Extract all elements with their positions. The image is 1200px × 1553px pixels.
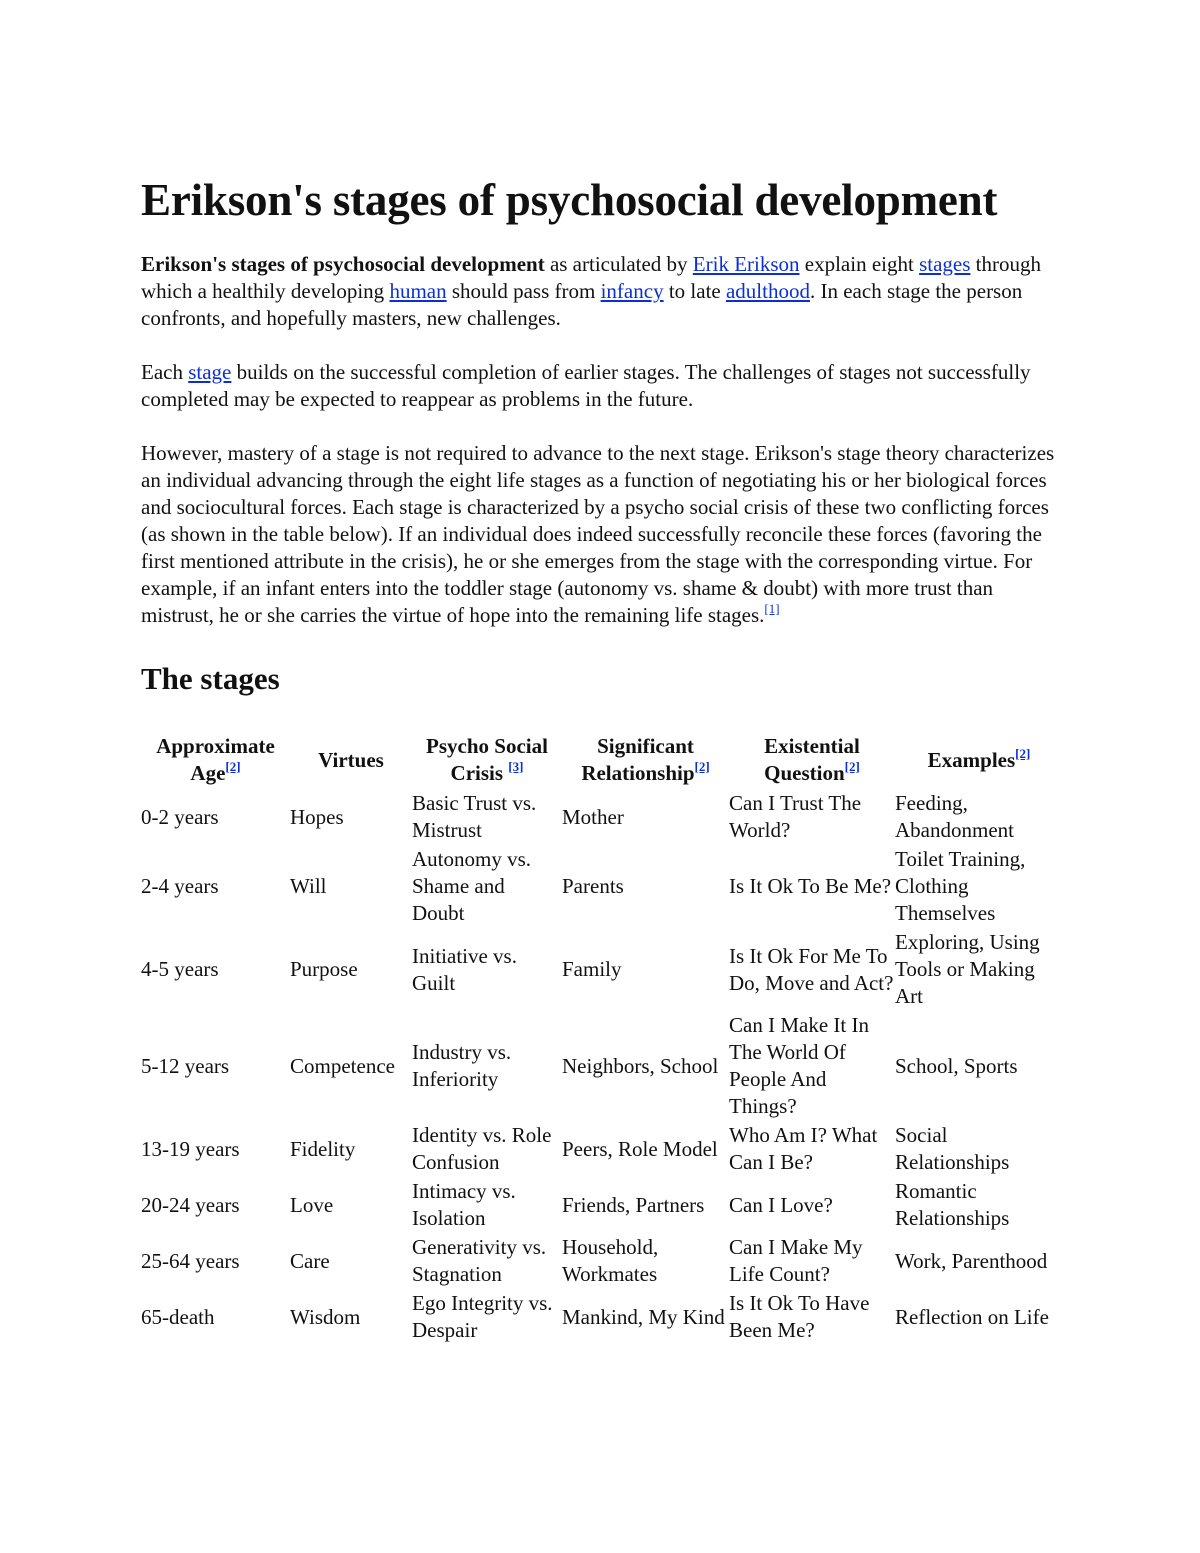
table-cell: Can I Make It In The World Of People And Things?: [729, 1013, 869, 1118]
table-cell: Industry vs. Inferiority: [412, 1040, 512, 1091]
table-row: [141, 1011, 1063, 1121]
column-header: [141, 733, 290, 789]
table-cell: Toilet Training, Clothing Themselves: [895, 847, 1026, 925]
table-cell: 25-64 years: [141, 1248, 240, 1273]
link-infancy[interactable]: infancy: [600, 279, 664, 303]
table-row: [141, 845, 1063, 928]
table-cell: Fidelity: [290, 1136, 356, 1161]
table-cell: Ego Integrity vs. Despair: [412, 1291, 553, 1342]
table-cell: Can I Make My Life Count?: [729, 1235, 863, 1286]
column-header: [729, 733, 895, 789]
footnote-link[interactable]: [1]: [764, 601, 780, 616]
para3-text: However, mastery of a stage is not required to advance to the next stage. Erikson's stage theory characterizes an individual advancing through the eight life stages as a function of negotiating his or her biological forces and sociocultural forces. Each stage is characterized by a psycho social crisis of these two conflicting forces (as shown in the table below). If an individual does indeed successfully reconcile these forces (favoring the first mentioned attribute in the crisis), he or she emerges from the stage with the corresponding virtue. For example, if an infant enters into the toddler stage (autonomy vs. shame & doubt) with more trust than mistrust, he or she carries the virtue of hope into the remaining life stages.: [141, 441, 1055, 627]
table-cell: Social Relationships: [895, 1123, 1010, 1174]
intro-text-3: through which a healthily developing: [141, 252, 1041, 303]
link-stage[interactable]: stage: [188, 360, 232, 384]
table-cell: Initiative vs. Guilt: [412, 943, 517, 995]
intro-bold-lead: Erikson's stages of psychosocial development: [141, 252, 545, 276]
table-cell: Can I Trust The World?: [729, 791, 862, 842]
table-cell: Is It Ok For Me To Do, Move and Act?: [729, 943, 894, 995]
column-header-label: Virtues: [318, 747, 384, 772]
intro-text-6: . In each stage the person confronts, and hopefully masters, new challenges.: [141, 279, 1023, 330]
table-cell: Love: [290, 1192, 334, 1217]
table-cell: Care: [290, 1248, 330, 1273]
column-header: [562, 733, 729, 789]
table-row: [141, 928, 1063, 1011]
table-cell: Exploring, Using Tools or Making Art: [895, 930, 1040, 1008]
table-cell: Neighbors, School: [562, 1053, 719, 1078]
intro-text-1: as articulated by: [544, 252, 693, 276]
table-cell: Romantic Relationships: [895, 1179, 1010, 1230]
table-row: [141, 1289, 1063, 1345]
column-header-label: Psycho Social Crisis: [426, 734, 548, 785]
section-heading-stages: The stages: [141, 661, 280, 696]
para2-text-1: Each: [141, 360, 189, 384]
intro-text-4: should pass from: [446, 279, 601, 303]
footnote-link[interactable]: [2]: [694, 759, 710, 774]
link-stages[interactable]: stages: [919, 252, 971, 276]
table-body: [141, 789, 1063, 1345]
table-cell: Purpose: [290, 957, 358, 981]
table-cell: Work, Parenthood: [895, 1248, 1048, 1273]
table-cell: Family: [562, 957, 622, 981]
table-row: [141, 789, 1063, 845]
table-cell: Parents: [562, 874, 624, 898]
column-header-label: Examples: [927, 747, 1016, 772]
link-adulthood[interactable]: adulthood: [725, 279, 810, 303]
table-cell: Wisdom: [290, 1304, 361, 1329]
table-cell: School, Sports: [895, 1053, 1018, 1078]
mastery-paragraph: [141, 440, 1061, 629]
column-header-ref[interactable]: [1015, 746, 1030, 761]
table-cell: 5-12 years: [141, 1053, 230, 1078]
column-header: [290, 733, 412, 789]
column-header-label: Significant Relationship: [581, 734, 695, 785]
table-cell: 65-death: [141, 1304, 215, 1329]
column-header-label: Approximate Age: [156, 734, 275, 785]
table-cell: Basic Trust vs. Mistrust: [412, 791, 537, 842]
column-header-ref[interactable]: [845, 759, 860, 774]
column-header: [412, 733, 562, 789]
table-cell: Mother: [562, 804, 624, 829]
table-cell: Peers, Role Model: [562, 1136, 718, 1161]
table-cell: Friends, Partners: [562, 1192, 705, 1217]
article-body: [141, 170, 1061, 1345]
table-cell: Hopes: [290, 804, 344, 829]
table-cell: 20-24 years: [141, 1192, 240, 1217]
table-cell: 0-2 years: [141, 804, 219, 829]
column-header-ref[interactable]: [225, 759, 240, 774]
table-cell: Generativity vs. Stagnation: [412, 1235, 547, 1286]
table-row: [141, 1233, 1063, 1289]
table-row: [141, 1121, 1063, 1177]
footnote-link[interactable]: [2]: [1015, 745, 1031, 761]
column-header-ref[interactable]: [508, 759, 523, 774]
table-cell: Is It Ok To Be Me?: [729, 874, 892, 898]
table-cell: Will: [290, 874, 327, 898]
stage-paragraph: [141, 359, 1061, 413]
link-human[interactable]: human: [389, 279, 447, 303]
footnote-link[interactable]: [2]: [225, 759, 241, 774]
table-cell: Intimacy vs. Isolation: [412, 1179, 516, 1230]
table-cell: Is It Ok To Have Been Me?: [729, 1291, 870, 1342]
column-header-label: Existential Question: [764, 734, 860, 785]
intro-text-5: to late: [663, 279, 726, 303]
table-cell: Competence: [290, 1053, 395, 1078]
table-cell: Identity vs. Role Confusion: [412, 1123, 552, 1174]
intro-paragraph: [141, 251, 1061, 332]
table-cell: Household, Workmates: [562, 1235, 659, 1286]
intro-text-2: explain eight: [799, 252, 920, 276]
table-cell: Feeding, Abandonment: [895, 791, 1014, 842]
table-header-row: [141, 733, 1063, 789]
table-cell: 4-5 years: [141, 957, 219, 981]
column-header: [895, 733, 1063, 789]
footnote-link[interactable]: [3]: [508, 759, 524, 774]
table-cell: Autonomy vs. Shame and Doubt: [412, 847, 532, 925]
table-cell: 2-4 years: [141, 874, 219, 898]
page-title: Erikson's stages of psychosocial development: [141, 175, 998, 225]
table-cell: 13-19 years: [141, 1136, 240, 1161]
table-cell: Who Am I? What Can I Be?: [729, 1123, 878, 1174]
footnote-ref[interactable]: [764, 601, 779, 616]
footnote-link[interactable]: [2]: [844, 759, 860, 774]
stages-table: [141, 733, 1063, 1345]
table-row: [141, 1177, 1063, 1233]
table-cell: Reflection on Life: [895, 1304, 1049, 1329]
table-cell: Mankind, My Kind: [562, 1304, 725, 1329]
table-cell: Can I Love?: [729, 1192, 833, 1217]
column-header-ref[interactable]: [695, 759, 710, 774]
para2-text-2: builds on the successful completion of earlier stages. The challenges of stages not successfully completed may be expected to reappear as problems in the future.: [141, 360, 1031, 411]
link-erik-erikson[interactable]: Erik Erikson: [692, 252, 800, 276]
